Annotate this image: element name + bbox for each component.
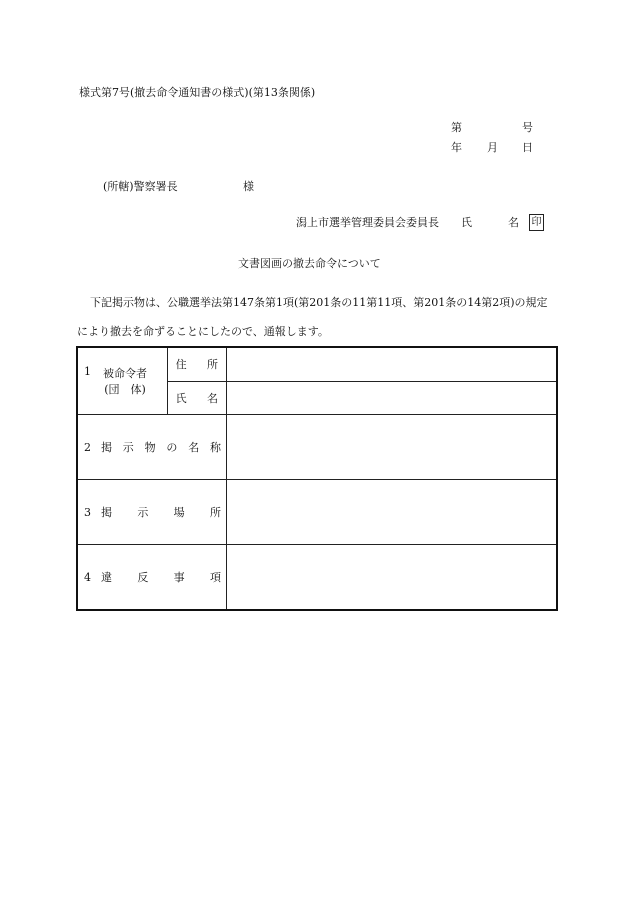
label-char: 項 [209,571,221,584]
addressee-honorific: 様 [243,180,254,193]
name-label-1: 氏 [175,391,187,405]
label-char: 名 [188,441,200,454]
label-char: 物 [144,441,156,454]
row-number: 1 [84,365,91,378]
label-char: 掲 [101,506,112,519]
posting-location-value-cell[interactable] [227,480,558,545]
label-char: 掲 [101,441,112,454]
address-label-cell [167,347,226,381]
violation-value-cell[interactable] [227,545,558,611]
label-char: 示 [137,506,149,519]
form-identifier: 様式第7号(撤去命令通知書の様式)(第13条関係) [79,86,316,99]
date-month-label: 月 [487,141,498,154]
label-char: 違 [101,571,112,584]
table-row [77,347,557,381]
body-text-line-1: 下記掲示物は、公職選挙法第147条第1項(第201条の11第11項、第201条の14第2項)の規定 [90,296,548,309]
party-sublabel: (団 体) [104,383,146,396]
table-row [77,415,557,480]
notification-form-table [76,346,558,611]
addressee-name: (所轄)警察署長 [103,180,178,193]
date-day-label: 日 [522,141,533,154]
date-year-label: 年 [451,141,462,154]
document-number-suffix: 号 [522,121,533,134]
name-value-cell[interactable] [227,381,558,415]
label-char: 称 [209,441,221,454]
label-char: 場 [173,506,185,519]
posting-name-label-cell [77,415,227,480]
name-label-cell [167,381,226,415]
name-label-2: 名 [207,391,218,405]
document-title: 文書図画の撤去命令について [238,257,381,270]
violation-label-cell [77,545,227,611]
address-value-cell[interactable] [227,347,558,381]
label-char: 示 [122,441,134,454]
row-number: 4 [84,570,91,584]
label-char: 事 [173,571,185,584]
posting-location-label-cell [77,480,227,545]
seal-stamp-icon: 印 [529,214,544,231]
label-char: 反 [137,571,149,584]
sender-name-label-2: 名 [508,216,519,229]
sender-title: 潟上市選挙管理委員会委員長 [296,216,439,229]
label-char: の [166,441,178,454]
address-label-2: 所 [207,358,218,372]
row-number: 3 [84,505,91,519]
table-row [77,545,557,611]
document-number-prefix: 第 [451,121,462,134]
party-label-cell [77,347,167,415]
label-char: 所 [209,506,221,519]
address-label-1: 住 [175,358,187,372]
table-row [77,480,557,545]
posting-name-value-cell[interactable] [227,415,558,480]
row-number: 2 [84,440,91,454]
party-label: 被命令者 [103,367,147,380]
body-text-line-2: により撤去を命ずることにしたので、通報します。 [77,325,329,338]
sender-name-label-1: 氏 [461,216,472,229]
